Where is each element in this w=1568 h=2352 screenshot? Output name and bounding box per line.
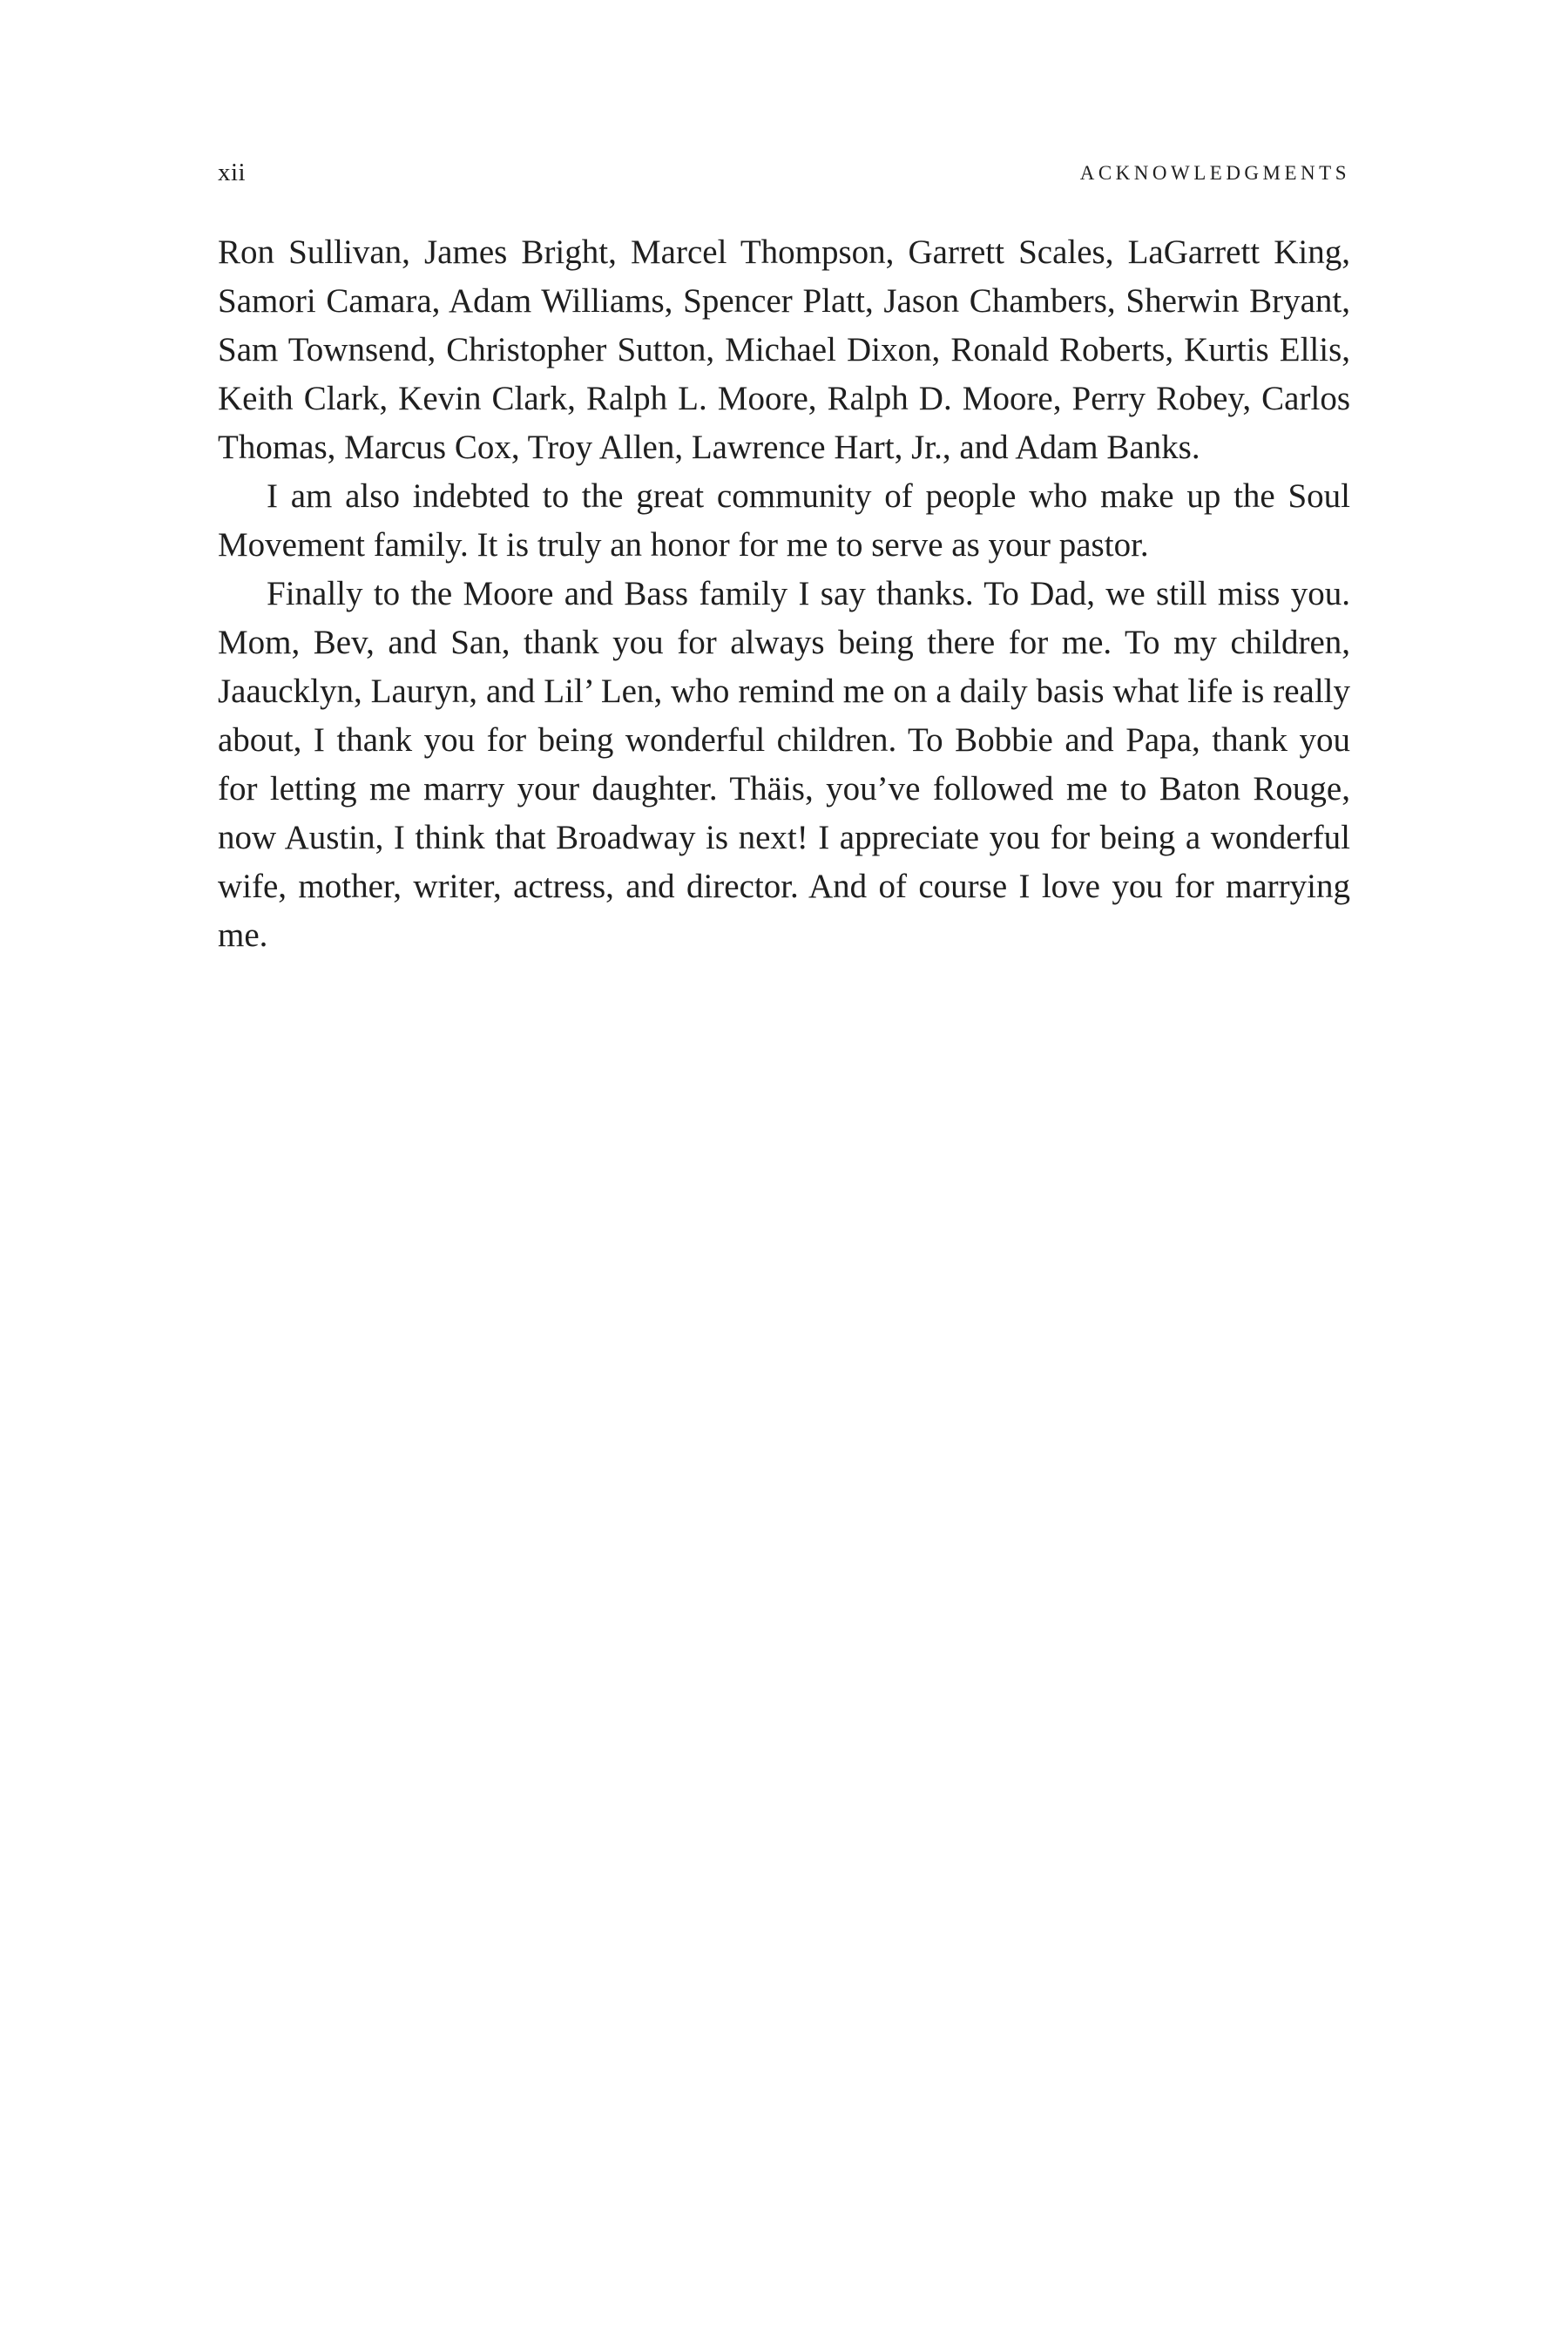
page-number: xii — [218, 159, 247, 186]
body-text — [218, 228, 1350, 960]
section-title: ACKNOWLEDGMENTS — [1079, 162, 1350, 184]
paragraph-names-list: Ron Sullivan, James Bright, Marcel Thompson, Garrett Scales, LaGarrett King, Samori Camara, Adam Williams, Spencer Platt, Jason Chambers, Sherwin Bryant, Sam Townsend, Christopher Sutton, Michael Dixon, Ronald Roberts, Kurtis Ellis, Keith Clark, Kevin Clark, Ralph L. Moore, Ralph D. Moore, Perry Robey, Carlos Thomas, Marcus Cox, Troy Allen, Lawrence Hart, Jr., and Adam Banks. — [218, 233, 1350, 466]
running-head — [218, 159, 1350, 193]
paragraph-soul-movement: I am also indebted to the great community of people who make up the Soul Movement family. It is truly an honor for me to serve as your pastor. — [218, 477, 1350, 564]
paragraph-family: Finally to the Moore and Bass family I say thanks. To Dad, we still miss you. Mom, Bev, and San, thank you for always being there for me. To my children, Jaaucklyn, Lauryn, and Lil’ Len, who remind me on a daily basis what life is really about, I thank you for being wonderful children. To Bobbie and Papa, thank you for letting me marry your daughter. Thäis, you’ve followed me to Baton Rouge, now Austin, I think that Broadway is next! I appreciate you for being a wonderful wife, mother, writer, actress, and director. And of course I love you for marrying me. — [218, 575, 1350, 954]
